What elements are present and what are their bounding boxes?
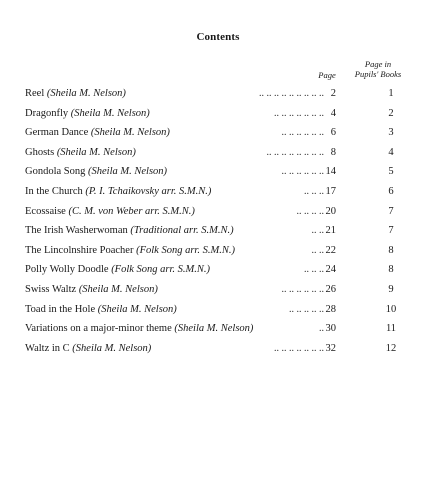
dot-leader: .. .. .. .. .. .. — [281, 283, 324, 295]
entry-pupils-page: 12 — [385, 342, 397, 354]
entry-title: The Lincolnshire Poacher — [25, 244, 137, 256]
entry-credit: (C. M. von Weber arr. S.M.N.) — [68, 205, 195, 217]
contents-entry — [25, 202, 420, 222]
entry-credit: (Sheila M. Nelson) — [90, 127, 170, 139]
entry-pupils-page: 3 — [388, 127, 394, 139]
page-title: Contents — [196, 31, 240, 43]
entry-text — [25, 143, 136, 163]
entry-pupils-page: 11 — [385, 323, 397, 335]
entry-text — [25, 182, 211, 202]
page-column-header: Page — [318, 70, 336, 80]
dot-leader: .. .. .. .. — [296, 205, 324, 217]
entry-page: 4 — [330, 107, 336, 119]
entry-title: Variations on a major-minor theme — [25, 323, 175, 335]
contents-entry — [25, 84, 420, 104]
entry-text — [25, 319, 253, 339]
entry-credit: (Sheila M. Nelson) — [174, 323, 254, 335]
entry-pupils-page: 2 — [388, 107, 394, 119]
dot-leader: .. .. .. — [304, 264, 324, 276]
entry-credit: (Traditional arr. S.M.N.) — [130, 225, 234, 237]
entry-page: 20 — [325, 205, 336, 217]
contents-entry — [25, 280, 420, 300]
entry-text — [25, 300, 177, 320]
entry-text — [25, 260, 210, 280]
pupils-header-line-1: Page in — [364, 59, 392, 69]
entry-pupils-page: 9 — [388, 283, 394, 295]
dot-leader: .. .. — [311, 244, 324, 256]
entry-title: Ghosts — [25, 146, 57, 158]
entry-text — [25, 162, 167, 182]
dot-leader: .. — [319, 323, 324, 335]
entry-page: 21 — [325, 225, 336, 237]
dot-leader: .. .. .. .. .. .. — [281, 127, 324, 139]
contents-entry — [25, 104, 420, 124]
entry-credit: (Sheila M. Nelson) — [88, 166, 168, 178]
contents-entry — [25, 143, 420, 163]
entry-credit: (Folk Song arr. S.M.N.) — [136, 244, 235, 256]
entry-text — [25, 202, 195, 222]
entry-pupils-page: 1 — [388, 88, 394, 99]
dot-leader: .. .. .. .. .. .. .. — [274, 107, 324, 119]
entry-text — [25, 104, 150, 124]
dot-leader: .. .. — [311, 225, 324, 237]
entry-page: 28 — [325, 303, 336, 315]
entry-page: 24 — [325, 264, 336, 276]
entry-title: In the Church — [25, 185, 86, 197]
entry-pupils-page: 6 — [388, 185, 394, 197]
entry-title: Gondola Song — [25, 166, 88, 178]
entry-title: The Irish Washerwoman — [25, 225, 131, 237]
entry-page: 30 — [325, 323, 336, 335]
entry-page: 14 — [325, 166, 336, 178]
dot-leader: .. .. .. .. .. .. — [281, 166, 324, 178]
entry-title: Dragonfly — [25, 107, 71, 119]
contents-entry — [25, 241, 420, 261]
entry-credit: (Sheila M. Nelson) — [72, 342, 152, 354]
entry-credit: (Sheila M. Nelson) — [46, 88, 126, 99]
entry-pupils-page: 7 — [388, 205, 394, 217]
entry-credit: (Sheila M. Nelson) — [56, 146, 136, 158]
entry-credit: (Sheila M. Nelson) — [78, 283, 158, 295]
entry-title: Swiss Waltz — [25, 283, 79, 295]
entry-title: German Dance — [25, 127, 91, 139]
entry-page: 22 — [325, 244, 336, 256]
entry-page: 8 — [330, 146, 336, 158]
dot-leader: .. .. .. .. .. .. .. .. .. — [259, 88, 324, 99]
contents-entry — [25, 221, 420, 241]
entry-text — [25, 241, 235, 261]
pupils-page-column-header — [340, 59, 416, 79]
entry-pupils-page: 7 — [388, 225, 394, 237]
entry-credit: (Sheila M. Nelson) — [70, 107, 150, 119]
entry-pupils-page: 8 — [388, 244, 394, 256]
contents-entry — [25, 162, 420, 182]
contents-entry — [25, 300, 420, 320]
entry-credit: (Sheila M. Nelson) — [97, 303, 177, 315]
dot-leader: .. .. .. .. .. — [289, 303, 324, 315]
contents-entry — [25, 339, 420, 359]
entry-page: 32 — [325, 342, 336, 354]
dot-leader: .. .. .. .. .. .. .. — [274, 342, 324, 354]
dot-leader: .. .. .. .. .. .. .. .. — [266, 146, 324, 158]
entry-text — [25, 221, 234, 241]
entry-text — [25, 123, 170, 143]
dot-leader: .. .. .. — [304, 185, 324, 197]
entry-credit: (P. I. Tchaikovsky arr. S.M.N.) — [85, 185, 212, 197]
entry-pupils-page: 4 — [388, 146, 394, 158]
entry-text — [25, 280, 158, 300]
entry-pupils-page: 10 — [385, 303, 397, 315]
entry-title: Reel — [25, 88, 47, 99]
contents-entry — [25, 123, 420, 143]
entry-pupils-page: 5 — [388, 166, 394, 178]
entry-page: 2 — [330, 88, 336, 99]
entry-title: Polly Wolly Doodle — [25, 264, 112, 276]
entry-title: Ecossaise — [25, 205, 69, 217]
contents-entry — [25, 260, 420, 280]
pupils-header-line-2: Pupils' Books — [354, 69, 402, 79]
entry-title: Toad in the Hole — [25, 303, 98, 315]
entry-text — [25, 84, 126, 104]
contents-entry — [25, 182, 420, 202]
entry-page: 6 — [330, 127, 336, 139]
entry-text — [25, 339, 151, 359]
entry-page: 26 — [325, 283, 336, 295]
entry-page: 17 — [325, 185, 336, 197]
contents-list — [25, 84, 420, 358]
entry-pupils-page: 8 — [388, 264, 394, 276]
entry-credit: (Folk Song arr. S.M.N.) — [111, 264, 211, 276]
contents-entry — [25, 319, 420, 339]
entry-title: Waltz in C — [25, 342, 73, 354]
